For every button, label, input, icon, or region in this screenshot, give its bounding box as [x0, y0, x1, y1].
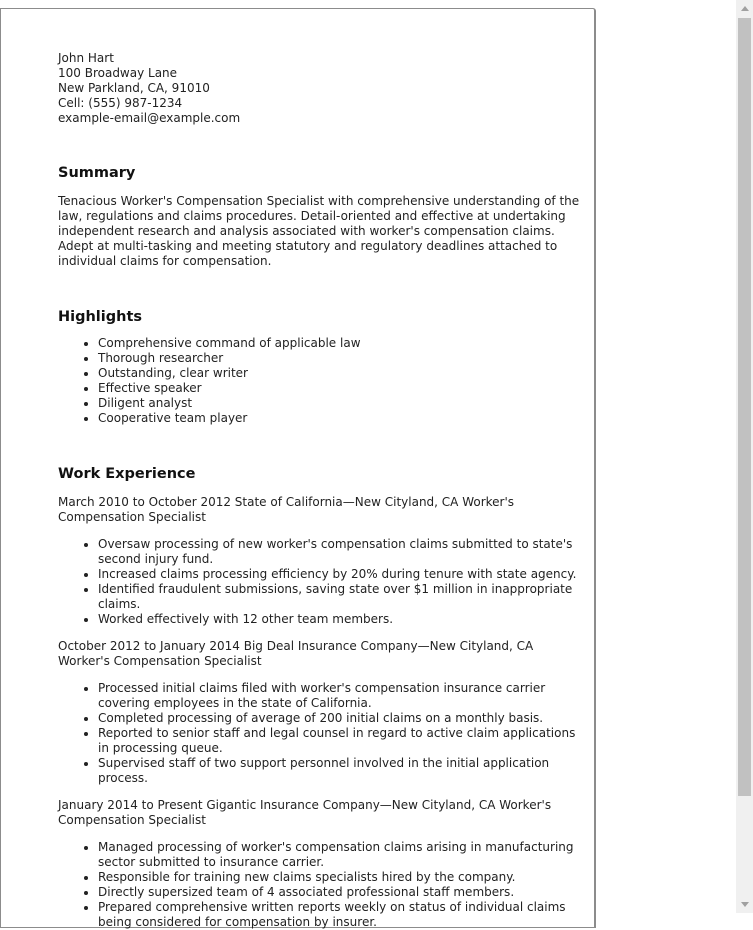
- job-heading: January 2014 to Present Gigantic Insurance Company—New Cityland, CA Worker's Compensation Specialist: [58, 798, 552, 827]
- job-entry: [58, 798, 583, 930]
- job-bullet: • Increased claims processing efficiency by 20% during tenure with state agency.: [98, 567, 583, 582]
- job-bullet: • Prepared comprehensive written reports weekly on status of individual claims being considered for compensation by insurer.: [98, 900, 583, 930]
- highlight-item: • Diligent analyst: [98, 396, 583, 411]
- highlight-item: • Effective speaker: [98, 381, 583, 396]
- highlight-item: • Cooperative team player: [98, 411, 583, 426]
- contact-email: example-email@example.com: [58, 111, 241, 125]
- contact-cell: Cell: (555) 987-1234: [58, 96, 183, 110]
- contact-name: John Hart: [58, 51, 114, 65]
- job-bullet: • Identified fraudulent submissions, saving state over $1 million in inappropriate claims.: [98, 582, 583, 612]
- job-bullet: • Completed processing of average of 200 initial claims on a monthly basis.: [98, 711, 583, 726]
- contact-city: New Parkland, CA, 91010: [58, 81, 210, 95]
- contact-block: [58, 51, 583, 126]
- highlight-item: • Thorough researcher: [98, 351, 583, 366]
- job-bullet: • Responsible for training new claims specialists hired by the company.: [98, 870, 583, 885]
- arrow-up-icon: [741, 6, 749, 11]
- job-bullet: • Oversaw processing of new worker's compensation claims submitted to state's second injury fund.: [98, 537, 583, 567]
- job-bullets: [58, 840, 583, 930]
- vertical-scrollbar[interactable]: [736, 0, 753, 913]
- job-bullet: • Directly supersized team of 4 associated professional staff members.: [98, 885, 583, 900]
- job-bullets: [58, 537, 583, 627]
- resume-content: [58, 51, 583, 930]
- job-heading: March 2010 to October 2012 State of California—New Cityland, CA Worker's Compensation Specialist: [58, 495, 515, 524]
- summary-heading: Summary: [58, 165, 136, 181]
- job-heading: October 2012 to January 2014 Big Deal Insurance Company—New Cityland, CA Worker's Compensation Specialist: [58, 639, 534, 668]
- highlight-item: • Comprehensive command of applicable law: [98, 336, 583, 351]
- scroll-up-button[interactable]: [736, 0, 753, 17]
- highlights-list: [58, 336, 583, 426]
- resume-page: [0, 8, 596, 928]
- job-entry: [58, 639, 583, 786]
- contact-address: 100 Broadway Lane: [58, 66, 178, 80]
- scroll-down-button[interactable]: [736, 896, 753, 913]
- job-bullet: • Managed processing of worker's compensation claims arising in manufacturing sector submitted to insurance carrier.: [98, 840, 583, 870]
- job-bullet: • Processed initial claims filed with worker's compensation insurance carrier covering employees in the state of California.: [98, 681, 583, 711]
- highlight-item: • Outstanding, clear writer: [98, 366, 583, 381]
- highlights-heading: Highlights: [58, 309, 143, 325]
- job-entry: [58, 495, 583, 627]
- job-bullet: • Reported to senior staff and legal counsel in regard to active claim applications in processing queue.: [98, 726, 583, 756]
- scrollbar-thumb[interactable]: [738, 18, 751, 796]
- job-bullet: • Worked effectively with 12 other team members.: [98, 612, 583, 627]
- job-bullet: • Supervised staff of two support personnel involved in the initial application process.: [98, 756, 583, 786]
- summary-text: Tenacious Worker's Compensation Specialist with comprehensive understanding of the law, regulations and claims procedures. Detail-oriented and effective at undertaking independent research and analysis associated with worker's compensation claims. Adept at multi-tasking and meeting statutory and regulatory deadlines attached to individual claims for compensation.: [58, 194, 580, 268]
- work-experience-heading: Work Experience: [58, 466, 196, 482]
- job-bullets: [58, 681, 583, 786]
- arrow-down-icon: [741, 902, 749, 907]
